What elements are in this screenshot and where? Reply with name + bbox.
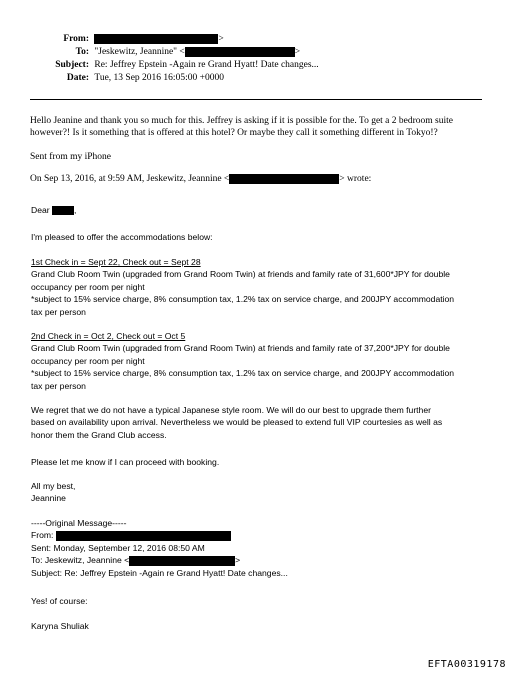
redaction-box xyxy=(94,34,218,44)
regret-paragraph xyxy=(31,404,491,441)
stay-1-line-2: occupancy per room per night xyxy=(31,281,145,292)
greeting-text: Dear xyxy=(31,205,50,215)
header-from-row xyxy=(0,33,224,45)
quote-prefix: On Sep 13, 2016, at 9:59 AM, Jeskewitz, Jeannine < xyxy=(30,174,230,184)
stay-1-block xyxy=(31,256,491,318)
subject-value: Re: Jeffrey Epstein -Again re Grand Hyatt! Date changes... xyxy=(94,60,319,70)
redaction-box xyxy=(52,205,77,215)
original-to-row xyxy=(31,554,491,566)
date-value: Tue, 13 Sep 2016 16:05:00 +0000 xyxy=(94,73,224,83)
original-from-row xyxy=(31,529,491,541)
closing-line-2: Jeannine xyxy=(31,493,66,504)
reply-line-2: however?! Is it something that is offered at this hotel? Or maybe they call it something different in Tokyo!? xyxy=(30,128,438,138)
original-divider: -----Original Message----- xyxy=(31,518,127,528)
header-subject-row xyxy=(0,59,319,71)
stay-1-line-4: tax per person xyxy=(31,306,86,317)
stay-1-line-3: *subject to 15% service charge, 8% consumption tax, 1.2% tax on service charge, and 200JPY accommodation xyxy=(31,294,455,305)
date-label: Date: xyxy=(66,73,89,83)
quoted-greeting xyxy=(31,204,491,216)
regret-line-3: honor them the Grand Club access. xyxy=(31,429,167,440)
redaction-box xyxy=(229,174,339,184)
proceed-line: Please let me know if I can proceed with booking. xyxy=(31,457,220,467)
stay-1-line-1: Grand Club Room Twin (upgraded from Grand Room Twin) at friends and family rate of 31,600*JPY for double xyxy=(31,269,450,280)
to-label: To: xyxy=(75,47,89,57)
stay-2-line-2: occupancy per room per night xyxy=(31,355,145,366)
original-message-text: Yes! of course: xyxy=(31,596,88,606)
original-subject: Subject: Re: Jeffrey Epstein -Again re Grand Hyatt! Date changes... xyxy=(31,567,288,578)
quoted-intro: I'm pleased to offer the accommodations below: xyxy=(31,232,213,242)
original-sender-name: Karyna Shuliak xyxy=(31,621,89,631)
closing-block xyxy=(31,480,491,505)
regret-line-1: We regret that we do not have a typical Japanese style room. We will do our best to upgrade them further xyxy=(31,405,431,415)
stay-2-line-3: *subject to 15% service charge, 8% consumption tax, 1.2% tax on service charge, and 200JPY accommodation xyxy=(31,368,455,379)
original-from-label: From: xyxy=(31,530,54,541)
original-message-block xyxy=(31,517,491,579)
stay-2-line-1: Grand Club Room Twin (upgraded from Grand Room Twin) at friends and family rate of 37,200*JPY for double xyxy=(31,343,450,354)
original-sent: Sent: Monday, September 12, 2016 08:50 AM xyxy=(31,542,205,553)
to-value: "Jeskewitz, Jeannine" < xyxy=(94,47,185,57)
reply-line-1: Hello Jeanine and thank you so much for this. Jeffrey is asking if it is possible for the. To get a 2 bedroom suite xyxy=(30,116,453,126)
original-to-prefix: To: Jeskewitz, Jeannine < xyxy=(31,555,130,566)
quote-attribution xyxy=(30,173,371,185)
stay-2-heading: 2nd Check in = Oct 2, Check out = Oct 5 xyxy=(31,331,186,341)
original-to-suffix: > xyxy=(235,555,241,566)
document-id: EFTA00319178 xyxy=(427,659,506,670)
header-to-row xyxy=(0,46,300,58)
redaction-box xyxy=(185,47,295,57)
to-suffix: > xyxy=(294,47,301,57)
regret-line-2: based on availability upon arrival. Nevertheless we would be pleased to extend full VIP courtesies as well as xyxy=(31,417,443,428)
from-label: From: xyxy=(63,34,89,44)
closing-line-1: All my best, xyxy=(31,481,76,491)
stay-1-heading: 1st Check in = Sept 22, Check out = Sept 28 xyxy=(31,257,201,267)
greeting-end: , xyxy=(74,205,77,215)
redaction-box xyxy=(56,531,231,541)
header-date-row xyxy=(0,72,224,84)
from-suffix: > xyxy=(218,34,224,44)
redaction-box xyxy=(129,556,235,566)
reply-signature: Sent from my iPhone xyxy=(30,152,112,162)
stay-2-block xyxy=(31,330,491,392)
subject-label: Subject: xyxy=(55,60,89,70)
stay-2-line-4: tax per person xyxy=(31,380,86,391)
header-divider xyxy=(30,99,482,100)
quote-suffix: > wrote: xyxy=(339,174,372,184)
